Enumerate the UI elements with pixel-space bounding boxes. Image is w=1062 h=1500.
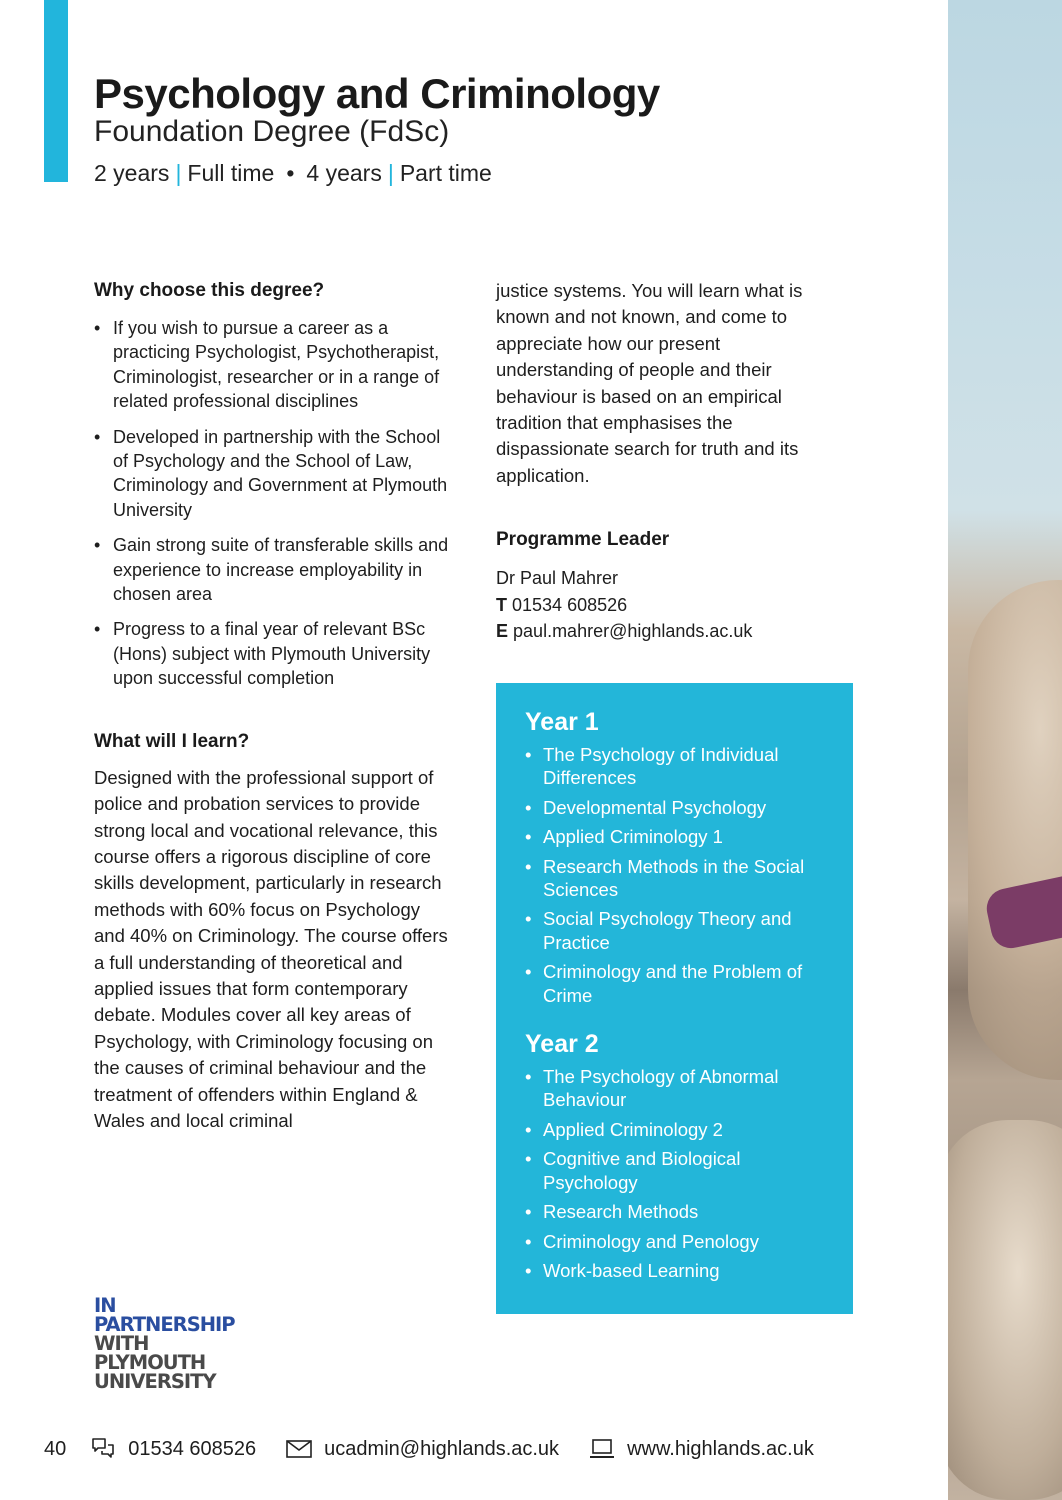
- footer-email-text: ucadmin@highlands.ac.uk: [324, 1437, 560, 1460]
- phone-chat-icon: [90, 1436, 116, 1462]
- leader-phone-line: [496, 592, 826, 619]
- photo-figure: [968, 580, 1062, 1080]
- module-item: • The Psychology of Individual Differences: [525, 743, 833, 790]
- module-item: • The Psychology of Abnormal Behaviour: [525, 1065, 833, 1112]
- course-duration: [94, 160, 492, 187]
- separator: |: [175, 160, 182, 186]
- module-item: • Cognitive and Biological Psychology: [525, 1147, 833, 1194]
- year2-heading: Year 2: [525, 1030, 599, 1059]
- why-item: • Gain strong suite of transferable skills and experience to increase employability in chosen area: [94, 533, 454, 606]
- module-item: • Criminology and the Problem of Crime: [525, 960, 833, 1007]
- footer-phone[interactable]: [90, 1436, 256, 1462]
- leader-contact: [496, 565, 826, 645]
- leader-name: Dr Paul Mahrer: [496, 568, 619, 589]
- fulltime-mode: Full time: [187, 160, 275, 186]
- right-column: [496, 278, 826, 645]
- why-item: • Developed in partnership with the School of Psychology and the School of Law, Criminology and Government at Plymouth University: [94, 425, 454, 523]
- why-item: • If you wish to pursue a career as a practicing Psychologist, Psychotherapist, Criminologist, researcher or in a range of related professional disciplines: [94, 316, 454, 414]
- photo-strip: [948, 0, 1062, 1500]
- accent-bar: [44, 0, 68, 182]
- leader-email-line: [496, 618, 826, 645]
- why-heading: Why choose this degree?: [94, 280, 325, 301]
- module-item: • Criminology and Penology: [525, 1230, 833, 1253]
- parttime-mode: Part time: [399, 160, 492, 186]
- why-list: [94, 316, 454, 691]
- year2-list: [525, 1065, 833, 1282]
- page-number: 40: [44, 1437, 67, 1460]
- leader-phone[interactable]: 01534 608526: [512, 594, 628, 615]
- phone-label: T: [496, 594, 507, 615]
- fulltime-years: 2 years: [94, 160, 170, 186]
- learn-body-continued: justice systems. You will learn what is known and not known, and come to appreciate how our present understanding of people and their behaviour is based on an empirical tradition that emphasises the dispassionate search for truth and its application.: [496, 280, 803, 486]
- bullet-separator: •: [286, 160, 295, 186]
- module-item: • Research Methods: [525, 1200, 833, 1223]
- laptop-icon: [589, 1438, 615, 1460]
- year1-heading: Year 1: [525, 708, 599, 736]
- page-title: Psychology and Criminology: [94, 70, 660, 117]
- why-item: • Progress to a final year of relevant BSc (Hons) subject with Plymouth University upon successful completion: [94, 617, 454, 690]
- footer-website[interactable]: [589, 1438, 814, 1461]
- module-item: • Social Psychology Theory and Practice: [525, 907, 833, 954]
- partner-line: UNIVERSITY: [94, 1370, 216, 1393]
- module-item: • Applied Criminology 1: [525, 825, 833, 848]
- modules-box: [496, 683, 853, 1314]
- partner-line: PARTNERSHIP: [94, 1313, 235, 1336]
- leader-email[interactable]: paul.mahrer@highlands.ac.uk: [513, 621, 753, 642]
- module-item: • Applied Criminology 2: [525, 1118, 833, 1141]
- module-item: • Research Methods in the Social Sciences: [525, 855, 833, 902]
- page-subtitle: Foundation Degree (FdSc): [94, 115, 450, 148]
- footer-email[interactable]: [286, 1438, 559, 1461]
- partner-line: IN: [94, 1294, 116, 1317]
- partnership-logo: [94, 1296, 235, 1391]
- separator: |: [387, 160, 394, 186]
- year1-list: [525, 743, 833, 1007]
- learn-heading: What will I learn?: [94, 730, 250, 752]
- left-column: [94, 278, 454, 1134]
- leader-heading: Programme Leader: [496, 529, 670, 551]
- footer: [44, 1434, 844, 1464]
- module-item: • Work-based Learning: [525, 1259, 833, 1282]
- partner-line: PLYMOUTH: [94, 1351, 206, 1374]
- email-label: E: [496, 621, 509, 642]
- parttime-years: 4 years: [306, 160, 382, 186]
- envelope-icon: [286, 1439, 312, 1459]
- footer-website-text: www.highlands.ac.uk: [627, 1437, 814, 1460]
- photo-figure-lower: [948, 1120, 1062, 1500]
- footer-phone-text: 01534 608526: [128, 1437, 257, 1460]
- learn-body: Designed with the professional support of police and probation services to provide strong local and vocational relevance, this course offers a rigorous discipline of core skills development, particularly in research methods with 60% focus on Psychology and 40% on Criminology. The course offers a full understanding of theoretical and applied issues that form contemporary debate. Modules cover all key areas of Psychology, with Criminology focusing on the causes of criminal behaviour and the treatment of offenders within England & Wales and local criminal: [94, 766, 448, 1131]
- module-item: • Developmental Psychology: [525, 796, 833, 819]
- partner-line: WITH: [94, 1332, 149, 1355]
